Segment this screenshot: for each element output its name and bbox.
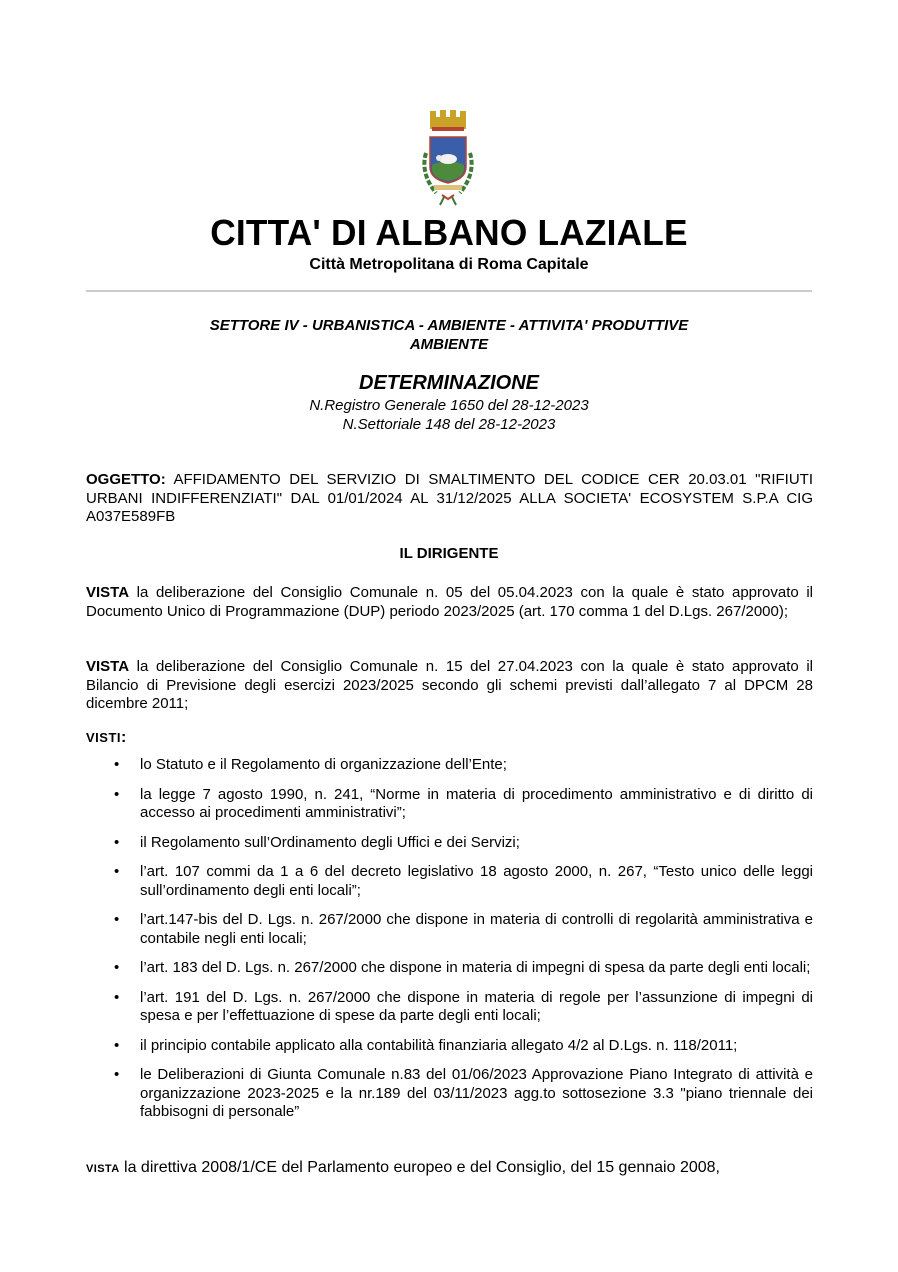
dirigente-heading: IL DIRIGENTE	[399, 545, 499, 562]
list-item	[86, 959, 813, 978]
list-item	[86, 756, 813, 775]
bullet-icon: •	[114, 785, 120, 803]
sector-line-1: SETTORE IV - URBANISTICA - AMBIENTE - ATTIVITA' PRODUTTIVE	[209, 317, 689, 334]
oggetto-paragraph	[86, 471, 813, 527]
list-item	[86, 863, 813, 900]
city-subtitle: Città Metropolitana di Roma Capitale	[309, 256, 589, 273]
bullet-icon: •	[114, 911, 120, 928]
list-item-text: il principio contabile applicato alla contabilità finanziaria allegato 4/2 al D.Lgs. n. 118/2011;	[140, 1036, 738, 1054]
list-item-text: l’art. 107 commi da 1 a 6 del decreto legislativo 18 agosto 2000, n. 267, “Testo unico delle leggi sull’ordinamento degli enti locali”;	[140, 863, 813, 899]
bullet-icon: •	[114, 1066, 120, 1083]
vista-paragraph-2	[86, 658, 813, 714]
sector-line-2: AMBIENTE	[409, 336, 489, 353]
bullet-icon: •	[114, 833, 120, 851]
vista-text: la deliberazione del Consiglio Comunale n. 15 del 27.04.2023 con la quale è stato approvato il Bilancio di Previsione degli esercizi 2023/2025 secondo gli schemi previsti dall’allegato 7 al DPCM 28 dicembre 2011;	[86, 658, 813, 712]
list-item-text: il Regolamento sull’Ordinamento degli Uffici e dei Servizi;	[140, 833, 520, 851]
vista-paragraph-1	[86, 584, 813, 621]
vista-label: VISTA	[86, 584, 130, 601]
visti-list	[86, 756, 813, 1133]
bullet-icon: •	[114, 756, 120, 773]
list-item-text: lo Statuto e il Regolamento di organizzazione dell’Ente;	[140, 756, 507, 773]
visti-heading	[86, 729, 127, 747]
list-item-text: l’art.147-bis del D. Lgs. n. 267/2000 che dispone in materia di controlli di regolarità amministrativa e contabile negli enti locali;	[140, 911, 813, 947]
bullet-icon: •	[114, 959, 120, 976]
bullet-icon: •	[114, 863, 120, 880]
list-item-text: l’art. 191 del D. Lgs. n. 267/2000 che dispone in materia di regole per l’assunzione di impegni di spesa e per l’effettuazione di spese da parte degli enti locali;	[140, 988, 813, 1024]
list-item	[86, 1066, 813, 1122]
vista-label: VISTA	[86, 1163, 120, 1175]
list-item	[86, 911, 813, 948]
list-item	[86, 989, 813, 1026]
oggetto-text: AFFIDAMENTO DEL SERVIZIO DI SMALTIMENTO DEL CODICE CER 20.03.01 "RIFIUTI URBANI INDIFFERENZIATI" DAL 01/01/2024 AL 31/12/2025 ALLA SOCIETA' ECOSYSTEM S.P.A CIG A037E589FB	[86, 471, 813, 525]
list-item-text: la legge 7 agosto 1990, n. 241, “Norme in materia di procedimento amministrativo e di diritto di accesso ai procedimenti amministrativi”;	[140, 785, 813, 821]
list-item	[86, 786, 813, 823]
visti-label: VISTI	[86, 730, 122, 745]
city-title: CITTA' DI ALBANO LAZIALE	[210, 212, 688, 253]
registro-generale: N.Registro Generale 1650 del 28-12-2023	[309, 397, 589, 414]
municipal-coat-of-arms-icon	[412, 107, 484, 209]
vista-text: la direttiva 2008/1/CE del Parlamento europeo e del Consiglio, del 15 gennaio 2008,	[119, 1159, 720, 1176]
bullet-icon: •	[114, 1036, 120, 1054]
sector-heading	[0, 316, 898, 354]
list-item	[86, 834, 813, 853]
oggetto-label: OGGETTO:	[86, 471, 166, 488]
list-item	[86, 1037, 813, 1056]
header-divider	[86, 290, 812, 292]
visti-colon: :	[121, 729, 127, 746]
vista-paragraph-3	[86, 1159, 813, 1177]
registro-settoriale: N.Settoriale 148 del 28-12-2023	[342, 416, 556, 433]
vista-text: la deliberazione del Consiglio Comunale n. 05 del 05.04.2023 con la quale è stato approvato il Documento Unico di Programmazione (DUP) periodo 2023/2025 (art. 170 comma 1 del D.Lgs. 267/2000);	[86, 584, 813, 620]
vista-label: VISTA	[86, 658, 130, 675]
list-item-text: le Deliberazioni di Giunta Comunale n.83 del 01/06/2023 Approvazione Piano Integrato di attività e organizzazione 2023-2025 e la nr.189 del 03/11/2023 agg.to sottosezione 3.3 "piano triennale dei fabbisogni di personale”	[140, 1066, 813, 1120]
list-item-text: l’art. 183 del D. Lgs. n. 267/2000 che dispone in materia di impegni di spesa da parte degli enti locali;	[140, 959, 811, 976]
bullet-icon: •	[114, 988, 120, 1006]
determination-title: DETERMINAZIONE	[359, 372, 539, 394]
